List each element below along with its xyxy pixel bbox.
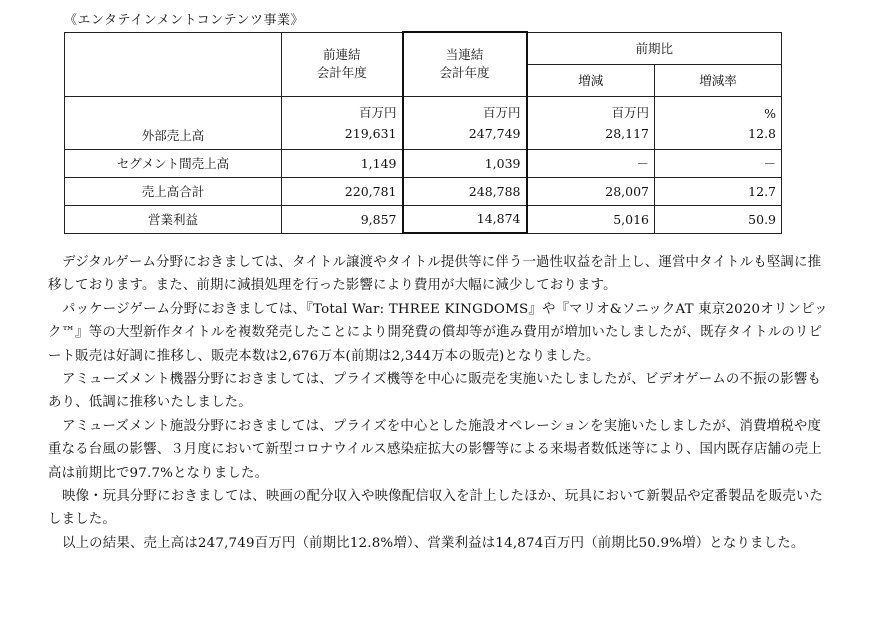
row-current-value: 247,749 [403,124,527,149]
row-current-value: 14,874 [403,205,527,233]
row-change-value: 28,117 [527,124,655,149]
header-blank-cell [65,32,282,96]
row-prev-value: 1,149 [282,149,403,177]
units-blank-cell [65,96,282,124]
row-rate-value: 50.9 [655,205,782,233]
row-current-value: 1,039 [403,149,527,177]
section-title: 《エンタテインメントコンテンツ事業》 [64,13,305,28]
row-label: 営業利益 [65,205,282,233]
table-row [65,205,782,233]
row-change-value: 5,016 [527,205,655,233]
paragraph-summary: 以上の結果、売上高は247,749百万円（前期比12.8%増）、営業利益は14,874百万円（前期比50.9%増）となりました。 [62,535,805,551]
unit-current: 百万円 [403,96,527,124]
row-prev-value: 9,857 [282,205,403,233]
row-change-value: 28,007 [527,177,655,205]
table-row [65,149,782,177]
row-change-value: － [527,149,655,177]
row-prev-value: 219,631 [282,124,403,149]
row-label: セグメント間売上高 [65,149,282,177]
table-row [65,124,782,149]
header-prev-year: 前連結 会計年度 [282,32,403,96]
financial-table [64,31,782,234]
row-rate-value: － [655,149,782,177]
row-label: 売上高合計 [65,177,282,205]
row-current-value: 248,788 [403,177,527,205]
header-change: 増減 [527,64,655,96]
header-current-year: 当連結 会計年度 [403,32,527,96]
row-rate-value: 12.7 [655,177,782,205]
unit-rate: % [655,96,782,124]
row-label: 外部売上高 [65,124,282,149]
paragraph-package-games: パッケージゲーム分野におきましては、『Total War: THREE KINGDOMS』や『マリオ&ソニックAT 東京2020オリンピック™』等の大型新作タイトルを複数発売したことにより開発費の償却等が進み費用が増加いたしましたが、既存タイトルのリピート販売は好調に推移し、販売本数は2,676万本(前期は2,344万本の販売)となりました。 [48,301,828,364]
body-text [48,251,832,555]
row-rate-value: 12.8 [655,124,782,149]
paragraph-amusement-machines: アミューズメント機器分野におきましては、プライズ機等を中心に販売を実施いたしましたが、ビデオゲームの不振の影響もあり、低調に推移いたしました。 [48,372,822,411]
paragraph-video-toys: 映像・玩具分野におきましては、映画の配分収入や映像配信収入を計上したほか、玩具において新製品や定番製品を販売いたしました。 [48,489,824,528]
header-change-rate: 増減率 [655,64,782,96]
paragraph-digital-games: デジタルゲーム分野におきましては、タイトル譲渡やタイトル提供等に伴う一過性収益を計上し、運営中タイトルも堅調に推移しております。また、前期に減損処理を行った影響により費用が大幅に減少しております。 [48,255,822,294]
row-prev-value: 220,781 [282,177,403,205]
header-yoy: 前期比 [527,32,782,64]
paragraph-amusement-facilities: アミューズメント施設分野におきましては、プライズを中心とした施設オペレーションを実施いたしましたが、消費増税や度重なる台風の影響、３月度において新型コロナウイルス感染症拡大の影響等による来場者数低迷等により、国内既存店舗の売上高は前期比で97.7%となりました。 [48,418,822,481]
unit-prev: 百万円 [282,96,403,124]
unit-change: 百万円 [527,96,655,124]
table-row [65,177,782,205]
